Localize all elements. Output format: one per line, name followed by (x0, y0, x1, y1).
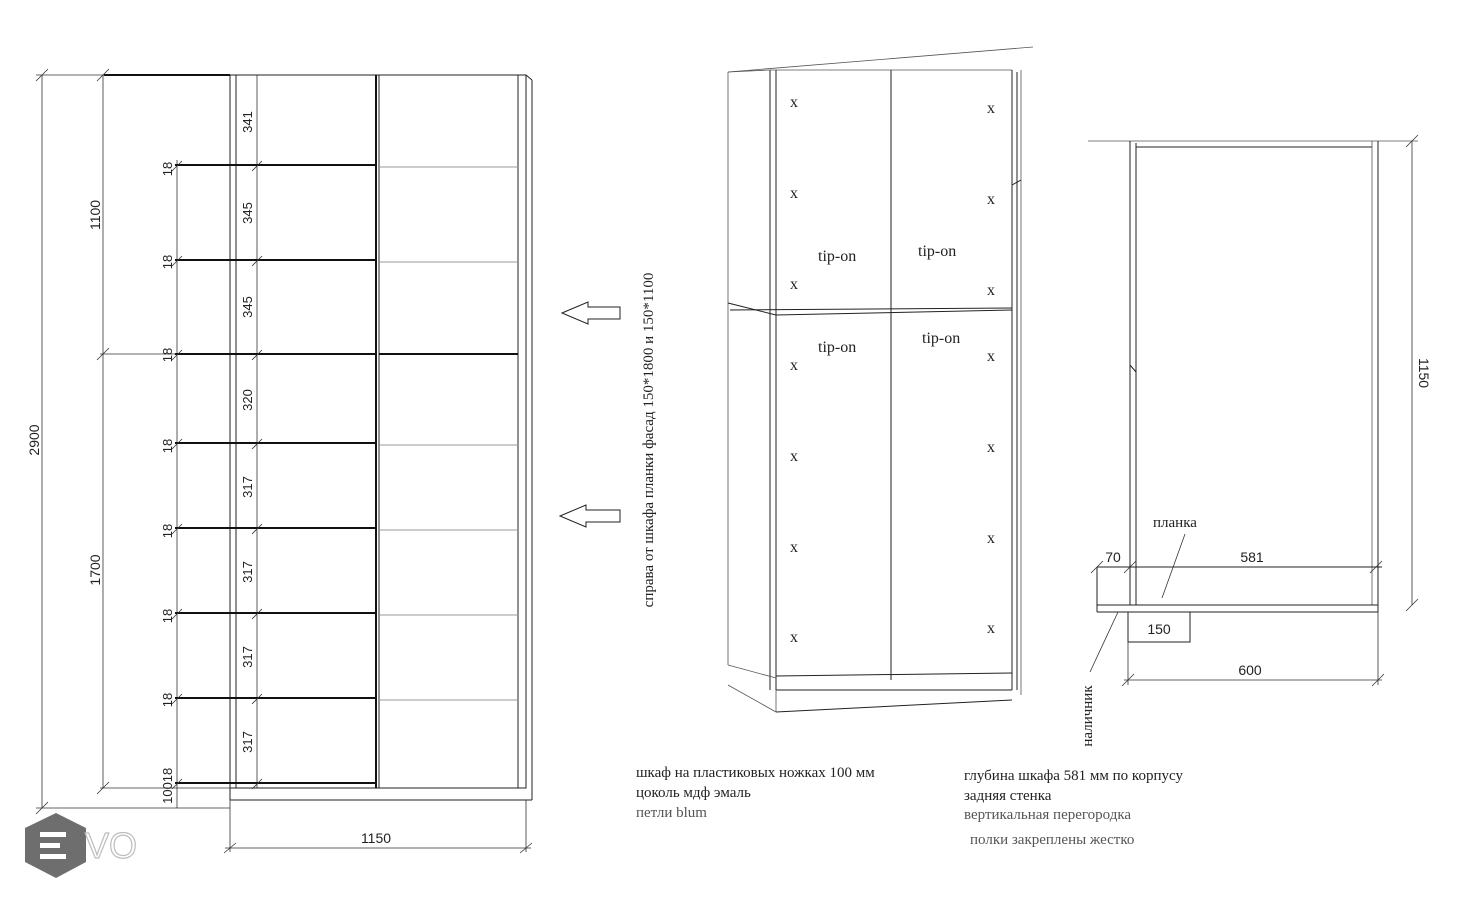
hinge-mark: x (987, 530, 995, 547)
dim-space-4: 320 (240, 389, 255, 411)
arrow-left-icon (560, 505, 620, 527)
notes-left (636, 765, 875, 821)
hinge-mark: x (987, 100, 995, 117)
hinge-mark: x (987, 439, 995, 456)
dim-total-600: 600 (1238, 662, 1262, 678)
note-depth: глубина шкафа 581 мм по корпусу (964, 768, 1183, 784)
front-view (26, 69, 532, 853)
dim-bottom-b: 18 (160, 767, 175, 783)
dim-side-70: 70 (1105, 549, 1121, 565)
plan-view (1080, 135, 1432, 747)
hinge-mark: x (790, 629, 798, 646)
dim-shelf-7: 18 (160, 692, 175, 708)
dim-shelf-1: 18 (160, 161, 175, 177)
arrows (560, 302, 620, 527)
dim-space-3: 345 (240, 296, 255, 318)
dim-overall-height: 2900 (26, 424, 42, 456)
dim-space-7: 317 (240, 646, 255, 668)
side-note: справа от шкафа планки фасад 150*1800 и 150*1100 (641, 272, 657, 608)
hinge-mark: x (790, 357, 798, 374)
note-shelves-fixed: полки закреплены жестко (970, 832, 1135, 848)
note-partition: вертикальная перегородка (964, 807, 1132, 823)
logo-text: VO (85, 825, 138, 866)
dim-shelf-3: 18 (160, 347, 175, 363)
dim-shelf-2: 18 (160, 254, 175, 270)
note-plinth: цоколь мдф эмаль (636, 785, 751, 801)
note-legs: шкаф на пластиковых ножках 100 мм (636, 765, 875, 781)
arrow-left-icon (562, 302, 620, 324)
dim-upper-height: 1100 (87, 199, 103, 231)
hinge-mark: x (790, 276, 798, 293)
tip-on-label-4: tip-on (922, 330, 961, 347)
dim-lower-height: 1700 (87, 554, 103, 586)
dim-bottom-a: 100 (160, 782, 175, 804)
hinge-marks (790, 94, 995, 646)
hinge-mark: x (790, 185, 798, 202)
tip-on-label-1: tip-on (818, 248, 857, 265)
dim-space-5: 317 (240, 476, 255, 498)
label-trim: наличник (1080, 685, 1096, 747)
facade-view (728, 47, 1033, 712)
note-back-wall: задняя стенка (964, 788, 1052, 804)
hinge-mark: x (790, 94, 798, 111)
shelves (175, 165, 518, 783)
hinge-mark: x (987, 348, 995, 365)
note-hinges: петли blum (636, 805, 707, 821)
dim-space-2: 345 (240, 202, 255, 224)
notes-right (964, 768, 1183, 848)
dim-shelf-5: 18 (160, 523, 175, 539)
dim-depth-body: 581 (1240, 549, 1264, 565)
hinge-mark: x (790, 539, 798, 556)
dim-shelf-6: 18 (160, 608, 175, 624)
hinge-mark: x (790, 448, 798, 465)
tip-on-label-2: tip-on (918, 243, 957, 260)
label-strip: планка (1153, 515, 1197, 531)
hinge-mark: x (987, 620, 995, 637)
dim-space-8: 317 (240, 731, 255, 753)
dim-shelf-4: 18 (160, 438, 175, 454)
hinge-mark: x (987, 282, 995, 299)
dim-width: 1150 (360, 830, 392, 846)
dim-space-1: 341 (240, 111, 255, 133)
dim-strip-150: 150 (1147, 621, 1171, 637)
logo (25, 813, 137, 878)
dim-plan-height: 1150 (1416, 357, 1432, 389)
hinge-mark: x (987, 191, 995, 208)
tip-on-label-3: tip-on (818, 339, 857, 356)
dim-space-6: 317 (240, 561, 255, 583)
